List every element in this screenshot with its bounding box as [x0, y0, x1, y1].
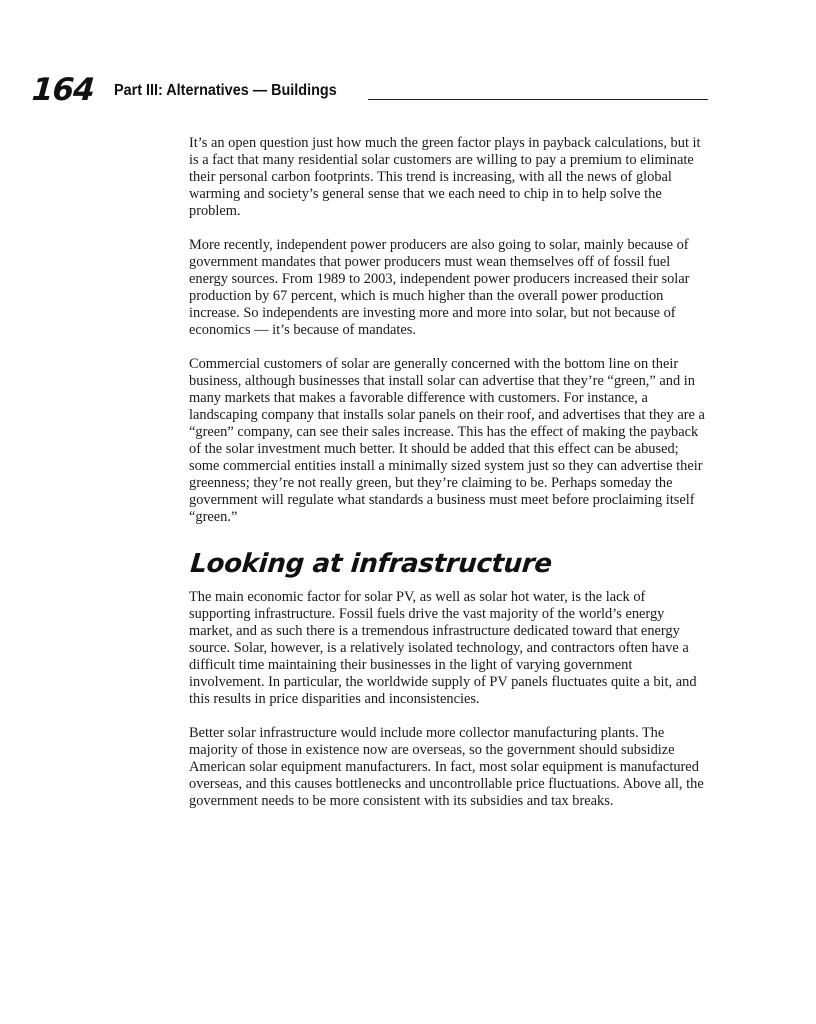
paragraph: Commercial customers of solar are generally concerned with the bottom line on their business, although businesses that install solar can advertise that they’re “green,” and in many markets that makes a favorable difference with customers. For instance, a landscaping company that installs solar panels on their roof, and advertises that they are a “green” company, can see their sales increase. This has the effect of making the payback of the solar investment much better. It should be added that this effect can be abused; some commercial entities install a minimally sized system just so they can advertise their greenness; they’re not really green, but they’re claiming to be. Perhaps someday the government will regulate what standards a business must meet before proclaiming itself “green.”: [189, 356, 705, 525]
page-number: 164: [30, 72, 95, 108]
section-heading: Looking at infrastructure: [189, 549, 554, 579]
paragraph: It’s an open question just how much the green factor plays in payback calculations, but it is a fact that many residential solar customers are willing to pay a premium to eliminate their personal carbon footprints. This trend is increasing, with all the news of global warming and society’s general sense that we each need to chip in to help solve the problem.: [189, 135, 701, 219]
paragraph: The main economic factor for solar PV, as well as solar hot water, is the lack of supporting infrastructure. Fossil fuels drive the vast majority of the world’s energy market, and as such there is a tremendous infrastructure dedicated toward that energy source. Solar, however, is a relatively isolated technology, and contractors often have a difficult time maintaining their businesses in the light of varying government involvement. In particular, the worldwide supply of PV panels fluctuates quite a bit, and this results in price disparities and inconsistencies.: [189, 589, 697, 707]
running-head: Part III: Alternatives — Buildings: [114, 82, 337, 99]
page-header: [32, 72, 708, 108]
paragraph: More recently, independent power producers are also going to solar, mainly because of government mandates that power producers must wean themselves off of fossil fuel energy sources. From 1989 to 2003, independent power producers increased their solar production by 67 percent, which is much higher than the overall power production increase. So independents are investing more and more into solar, but not because of economics — it’s because of mandates.: [189, 237, 690, 338]
paragraph: Better solar infrastructure would include more collector manufacturing plants. The majority of those in existence now are overseas, so the government should subsidize American solar equipment manufacturers. In fact, most solar equipment is manufactured overseas, and this causes bottlenecks and uncontrollable price fluctuations. Above all, the government needs to be more consistent with its subsidies and tax breaks.: [189, 725, 704, 809]
page-body: [189, 135, 707, 827]
header-rule: [368, 99, 708, 100]
